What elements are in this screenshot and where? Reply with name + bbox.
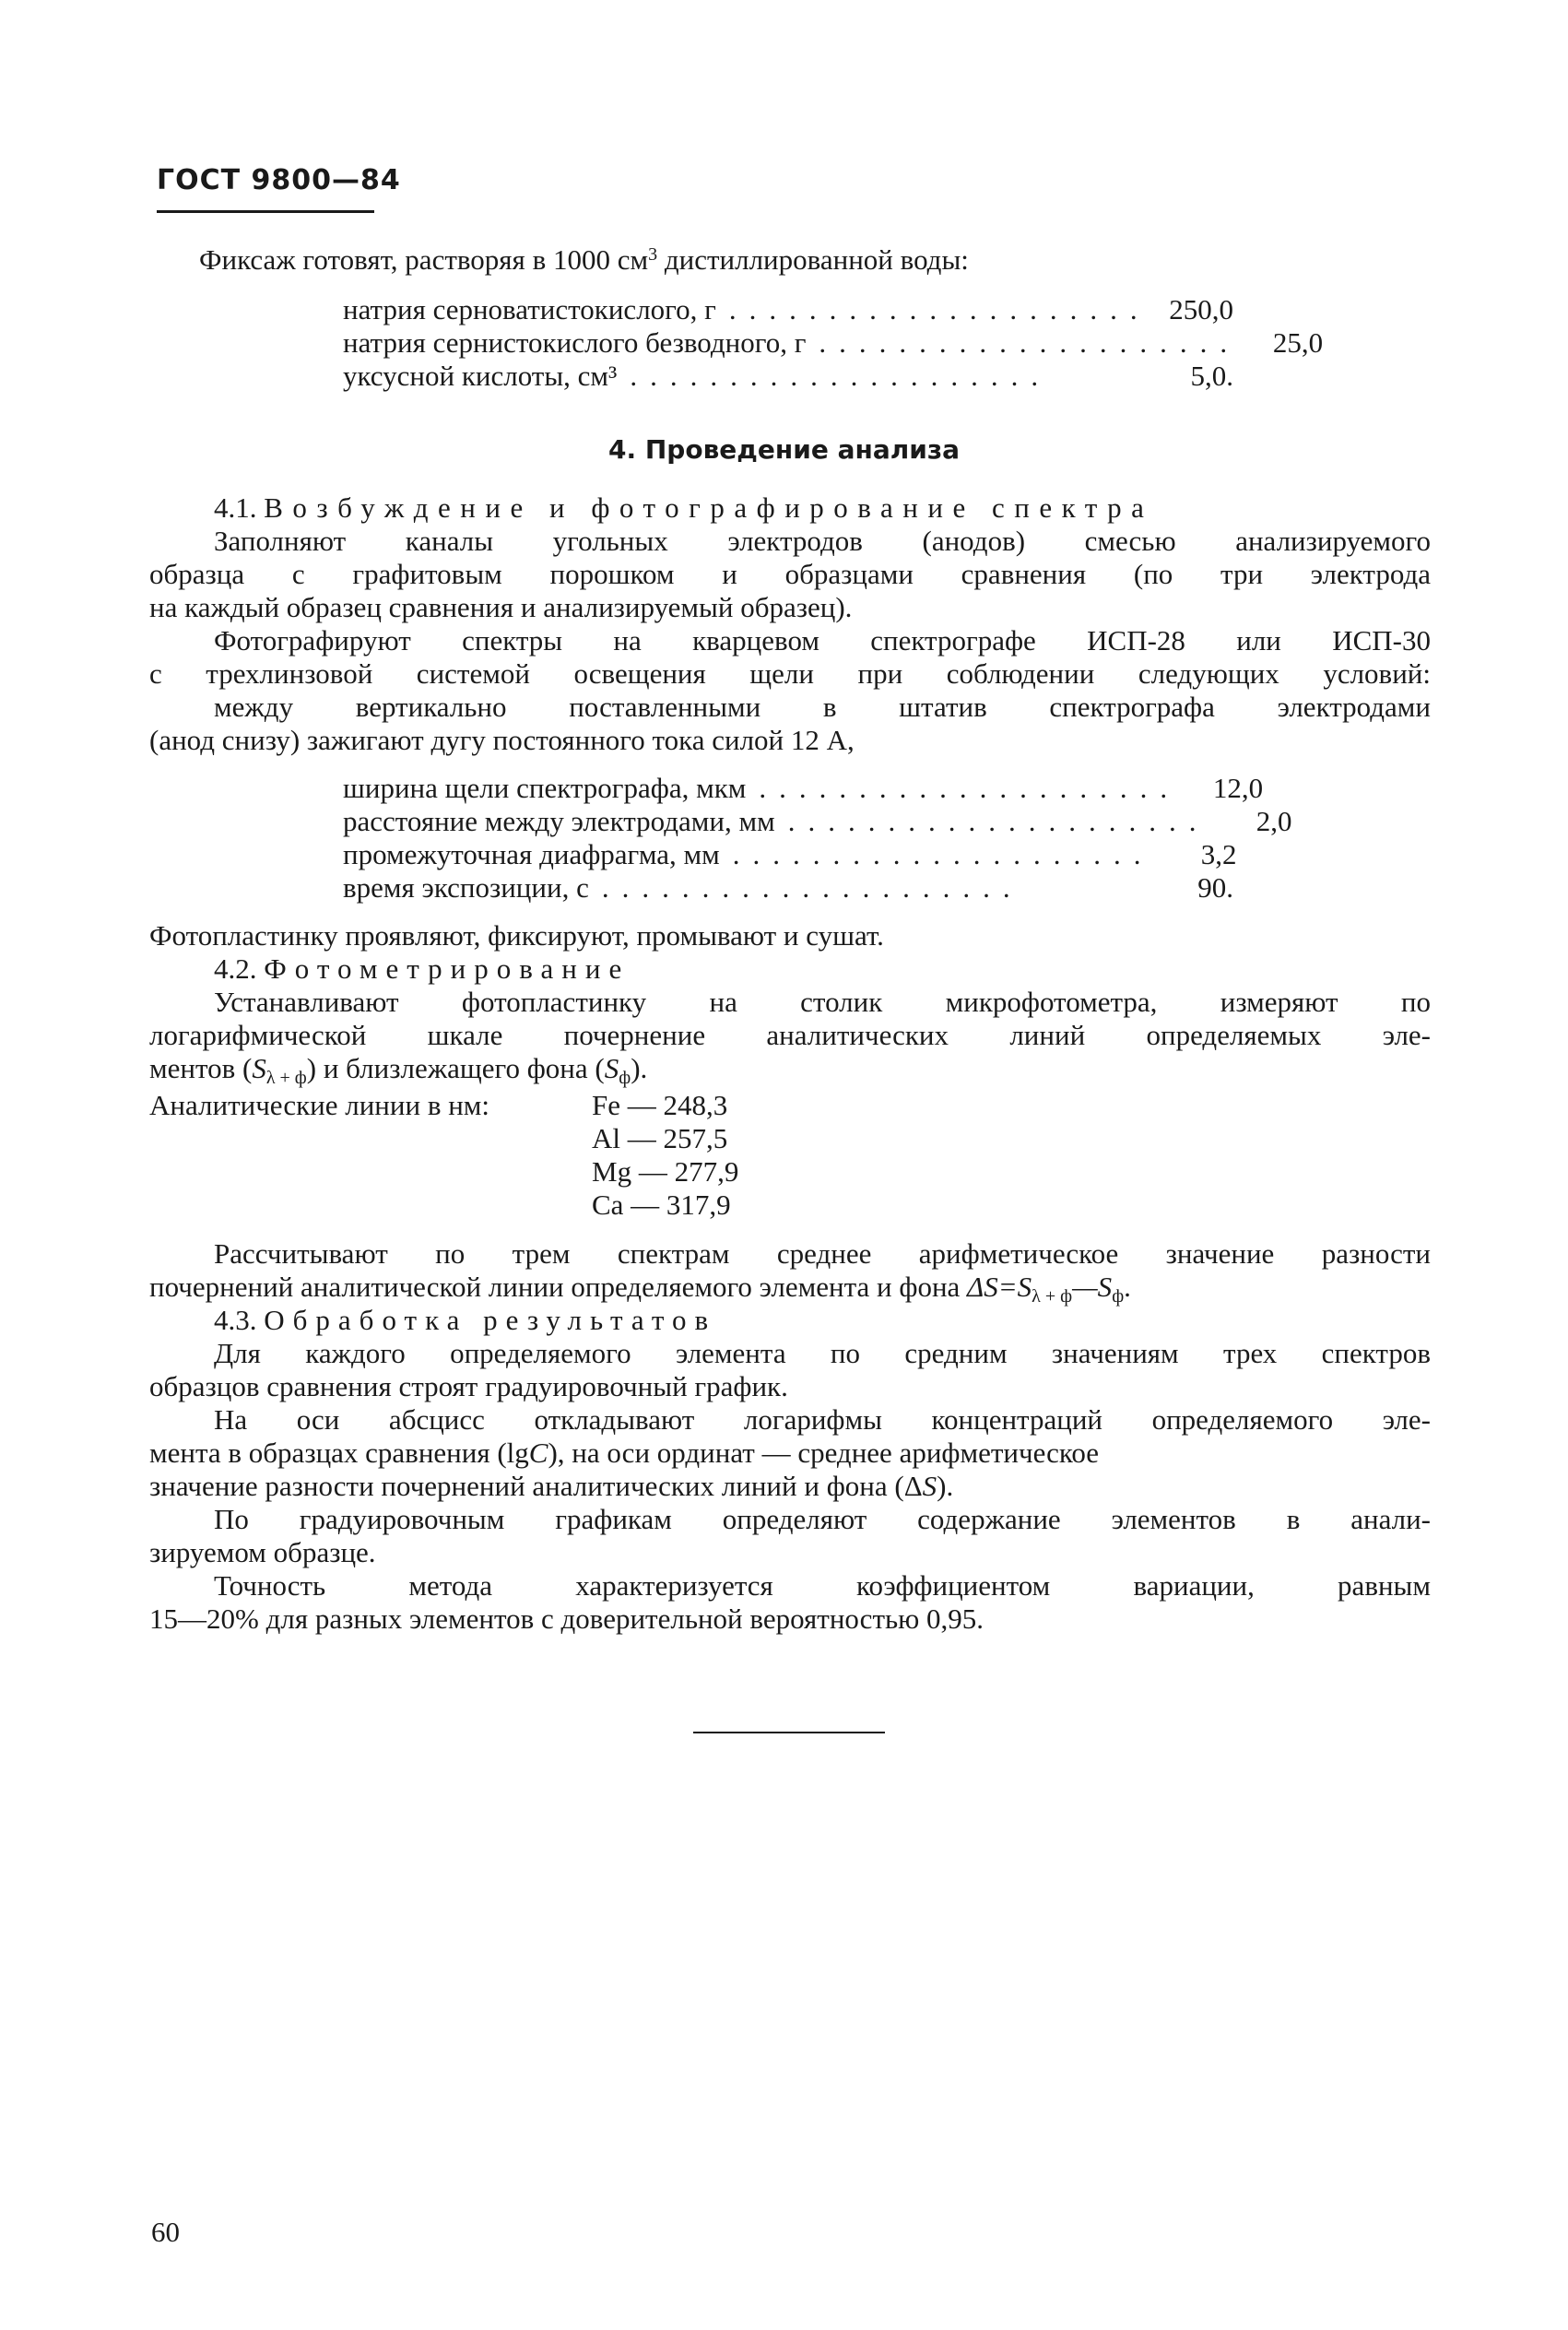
param-row xyxy=(343,772,1264,805)
symbol-s: S xyxy=(604,1052,619,1084)
heading-text: Возбуждение и фотографирование спектра xyxy=(264,491,1154,524)
analytical-line: Al — 257,5 xyxy=(592,1122,728,1154)
param-value: 3,2 xyxy=(1200,838,1237,870)
subscript: ф xyxy=(1112,1286,1125,1307)
symbol-s: S xyxy=(252,1052,266,1084)
subscript: ф xyxy=(619,1068,631,1088)
fixer-row-value: 250,0 xyxy=(1169,293,1233,325)
section-title: 4. Проведение анализа xyxy=(607,434,961,465)
analytical-line: Ca — 317,9 xyxy=(592,1189,731,1221)
param-value: 12,0 xyxy=(1212,772,1264,804)
param-value: 2,0 xyxy=(1256,805,1292,837)
paragraph-line: Устанавливают фотопластинку на столик микрофотометра, измеряют по xyxy=(214,986,1431,1018)
paragraph-line: 15—20% для разных элементов с доверительной вероятностью 0,95. xyxy=(149,1603,984,1635)
text: ). xyxy=(937,1470,954,1502)
paragraph-line: с трехлинзовой системой освещения щели при соблюдении следующих условий: xyxy=(149,657,1431,690)
formula: ΔS=S xyxy=(967,1271,1032,1303)
paragraph-line: Фотографируют спектры на кварцевом спектрографе ИСП-28 или ИСП-30 xyxy=(214,624,1431,656)
paragraph-line: На оси абсцисс откладывают логарифмы концентраций определяемого эле- xyxy=(214,1403,1431,1436)
end-rule xyxy=(693,1732,885,1733)
paragraph-line: По градуировочным графикам определяют содержание элементов в анали- xyxy=(214,1503,1431,1535)
fixer-row-value: 5,0. xyxy=(1190,360,1233,392)
fixer-intro xyxy=(199,243,969,277)
paragraph-line: образца с графитовым порошком и образцами сравнения (по три электрода xyxy=(149,558,1431,590)
text: ), на оси ординат — среднее арифметическое xyxy=(548,1437,1100,1469)
param-label: ширина щели спектрографа, мкм xyxy=(343,772,747,804)
subsection-heading-4-2 xyxy=(214,952,630,986)
paragraph-line: (анод снизу) зажигают дугу постоянного тока силой 12 А, xyxy=(149,724,855,756)
text: почернений аналитической линии определяемого элемента и фона xyxy=(149,1271,968,1303)
document-header: ГОСТ 9800—84 xyxy=(157,164,401,196)
leader-dots: ..................... xyxy=(601,871,1023,904)
text: ) и близлежащего фона ( xyxy=(306,1052,605,1084)
paragraph-line xyxy=(149,1470,953,1503)
param-label: промежуточная диафрагма, мм xyxy=(343,838,720,870)
paragraph-line: Заполняют каналы угольных электродов (анодов) смесью анализируемого xyxy=(214,525,1431,557)
paragraph-line: Фотопластинку проявляют, фиксируют, промывают и сушат. xyxy=(149,919,884,952)
heading-number: 4.2. xyxy=(214,952,257,985)
fixer-row-value: 25,0 xyxy=(1272,326,1324,359)
param-row xyxy=(343,871,1233,905)
paragraph-line xyxy=(149,1052,648,1088)
leader-dots: ..................... xyxy=(787,805,1209,837)
fixer-intro-text: Фиксаж готовят, растворяя в 1000 см xyxy=(199,243,649,276)
paragraph-line: логарифмической шкале почернение аналитических линий определяемых эле- xyxy=(149,1019,1431,1051)
param-row xyxy=(343,838,1237,871)
text: ментов ( xyxy=(149,1052,253,1084)
subscript: λ + ф xyxy=(265,1068,307,1088)
leader-dots: ..................... xyxy=(728,293,1150,325)
fixer-intro-sup: 3 xyxy=(648,244,658,265)
leader-dots: ..................... xyxy=(732,838,1154,870)
heading-text: Обработка результатов xyxy=(264,1304,717,1336)
text: . xyxy=(1124,1271,1131,1303)
symbol-s: S xyxy=(922,1470,937,1502)
text: мента в образцах сравнения (lg xyxy=(149,1437,529,1469)
formula: —S xyxy=(1072,1271,1113,1303)
fixer-intro-end: дистиллированной воды: xyxy=(657,243,969,276)
leader-dots: ..................... xyxy=(759,772,1181,804)
analytical-line: Mg — 277,9 xyxy=(592,1155,739,1188)
paragraph-line: образцов сравнения строят градуировочный график. xyxy=(149,1370,788,1402)
param-value: 90. xyxy=(1197,871,1233,904)
leader-dots: ..................... xyxy=(819,326,1241,359)
subsection-heading-4-3 xyxy=(214,1304,716,1337)
param-row xyxy=(343,805,1292,838)
paragraph-line: между вертикально поставленными в штатив спектрографа электродами xyxy=(214,691,1431,723)
paragraph-line: Рассчитывают по трем спектрам среднее арифметическое значение разности xyxy=(214,1237,1431,1270)
analytical-lines-label: Аналитические линии в нм: xyxy=(149,1089,490,1121)
analytical-line: Fe — 248,3 xyxy=(592,1089,728,1121)
param-label: расстояние между электродами, мм xyxy=(343,805,775,837)
page-number: 60 xyxy=(151,2216,180,2248)
fixer-row xyxy=(343,360,1233,393)
leader-dots: ..................... xyxy=(630,360,1052,392)
paragraph-line xyxy=(149,1271,1131,1307)
text: значение разности почернений аналитических линий и фона (Δ xyxy=(149,1470,923,1502)
heading-number: 4.3. xyxy=(214,1304,257,1336)
paragraph-line: Для каждого определяемого элемента по средним значениям трех спектров xyxy=(214,1337,1431,1369)
fixer-row-label: натрия сернистокислого безводного, г xyxy=(343,326,807,359)
symbol-c: C xyxy=(528,1437,548,1469)
param-label: время экспозиции, с xyxy=(343,871,589,904)
heading-text: Фотометрирование xyxy=(264,952,631,985)
subsection-heading-4-1 xyxy=(214,491,1153,525)
paragraph-line: Точность метода характеризуется коэффициентом вариации, равным xyxy=(214,1569,1431,1602)
text: ). xyxy=(631,1052,648,1084)
paragraph-line: на каждый образец сравнения и анализируемый образец). xyxy=(149,591,853,623)
fixer-row xyxy=(343,326,1324,360)
paragraph-line xyxy=(149,1437,1099,1470)
fixer-row-label: натрия серноватистокислого, г xyxy=(343,293,716,325)
subscript: λ + ф xyxy=(1032,1286,1073,1307)
header-rule xyxy=(157,210,374,213)
heading-number: 4.1. xyxy=(214,491,257,524)
fixer-row-label: уксусной кислоты, см³ xyxy=(343,360,618,392)
paragraph-line: зируемом образце. xyxy=(149,1536,376,1568)
fixer-row xyxy=(343,293,1233,326)
